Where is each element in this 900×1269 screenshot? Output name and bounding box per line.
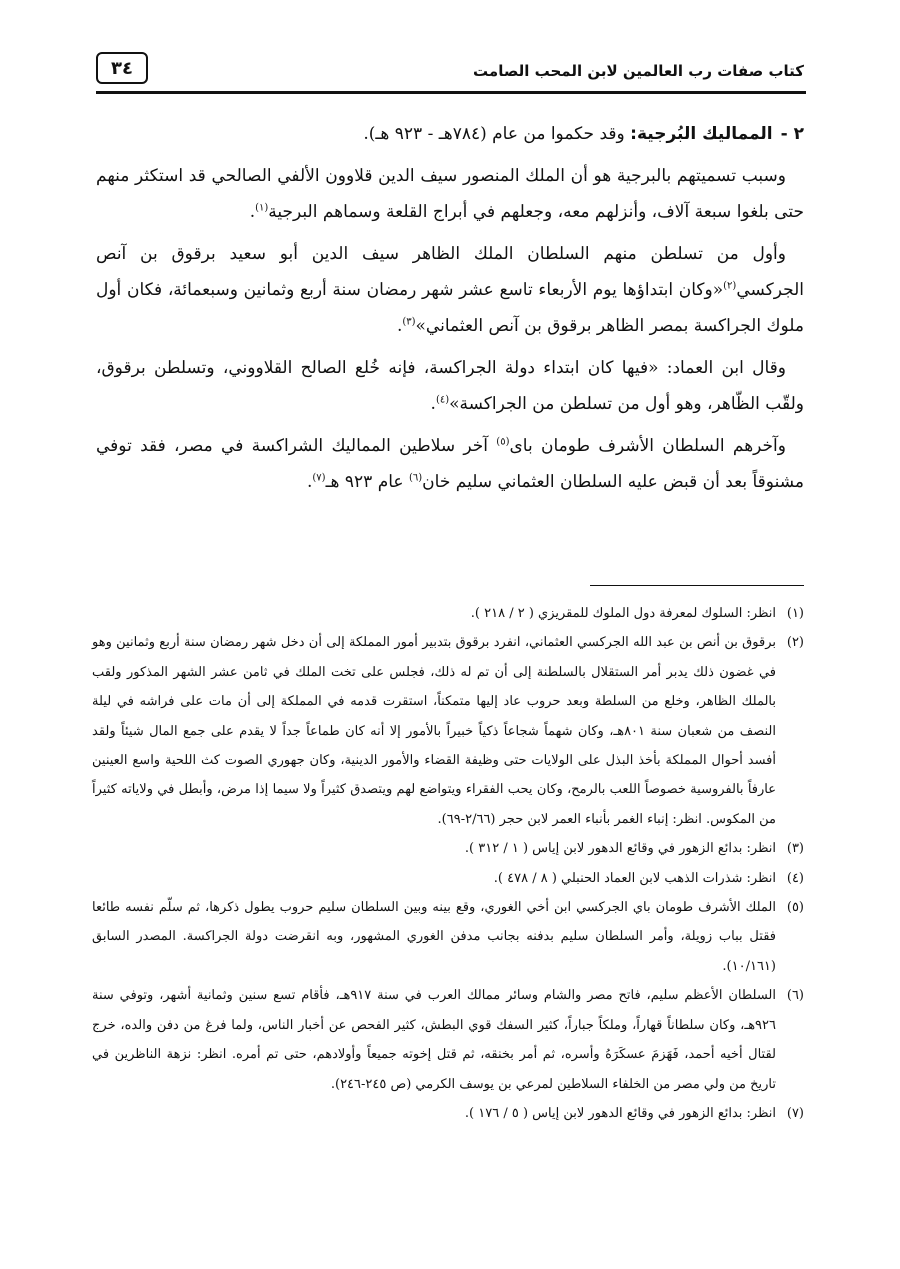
footnote-number: (٦) [786, 988, 804, 1004]
running-title: كتاب صفات رب العالمين لابن المحب الصامت [473, 62, 804, 80]
paragraph [96, 428, 804, 500]
main-text [96, 116, 804, 506]
footnote-separator [590, 585, 804, 586]
footnote-ref[interactable]: (٥) [496, 436, 510, 448]
footnote [92, 981, 804, 1099]
heading-number: ٢ - [780, 124, 804, 144]
paragraph-text: عام ٩٢٣ هـ [325, 472, 409, 492]
footnote-number: (٥) [786, 900, 804, 916]
paragraph-end: . [249, 202, 256, 222]
footnote-ref[interactable]: (١) [255, 202, 269, 214]
paragraph-text: آخر سلاطين المماليك الشراكسة في مصر، فقد توفي مشنوقاً بعد أن قبض عليه السلطان العثماني سليم خان [96, 436, 804, 492]
paragraph-text: وسبب تسميتهم بالبرجية هو أن الملك المنصور سيف الدين قلاوون الألفي الصالحي قد استكثر منهم حتى بلغوا سبعة آلاف، وأنزلهم معه، وجعلهم في أبراج القلعة وسماهم البرجية [96, 166, 804, 222]
page-number: ٣٤ [96, 52, 148, 84]
quotation-text: «وكان ابتداؤها يوم الأربعاء تاسع عشر شهر رمضان سنة أربع وثمانين وسبعمائة، فكان أول ملوك الجراكسة بمصر الظاهر برقوق بن آنص العثماني» [96, 280, 804, 336]
footnote [92, 834, 804, 863]
footnote [92, 893, 804, 981]
footnote-text: انظر: السلوك لمعرفة دول الملوك للمقريزي ( ٢ / ٢١٨ ). [470, 606, 776, 621]
paragraph-text: وآخرهم السلطان الأشرف طومان باى [509, 436, 786, 456]
heading-term: المماليك البُرجية: [630, 124, 773, 144]
footnote-text: انظر: بدائع الزهور في وقائع الدهور لابن إياس ( ٥ / ١٧٦ ). [464, 1105, 776, 1121]
footnote-text: الملك الأشرف طومان باي الجركسي ابن أخي الغوري، وقع بينه وبين السلطان سليم حروب يطول ذكرها، ثم سلّم نفسه طائعا فقتل بباب زويلة، وأمر السلطان سليم بدفنه بجانب مدفن الغوري المشهور، وبه انقرضت دولة الجراكسة. المصدر السابق (١٠/١٦١). [92, 900, 776, 974]
footnote [92, 628, 804, 834]
footnote-text: برقوق بن أنص بن عبد الله الجركسي العثماني، انفرد برقوق بتدبير أمور المملكة إلى أن دخل شهر رمضان سنة أربع وثمانين وهو في غضون ذلك يدبر أمر الستقلال بالسلطنة إلى أن تم له ذلك، فجلس على تخت الملك في ثامن عشر الشهر المذكور ولقب بالملك الظاهر، وخلع من السلطة وبعد حروب عاد إليها متمكناً، استقرت قدمه في المملكة إلى أن مات على فراشه في ليلة النصف من شعبان سنة ٨٠١هـ، وكان شهماً شجاعاً ذكياً خبيراً بالأمور إلا أنه كان طماعاً جداً لا يقدم على جمع المال شيئاً ولقد أفسد أحوال المملكة بأخذ البذل على الولايات حتى وظيفة القضاء والأمور الدينية، وكان جهوري الصوت كث اللحية واسع العينين عارفاً بالفروسية خصوصاً اللعب بالرمح، وكان يحب الفقراء ويتواضع لهم ويتصدق كثيراً ولا سيما إذا مرض، وأبطل في ولاياته كثيراً من المكوس. انظر: إنباء الغمر بأنباء العمر لابن حجر (٢/٦٦-٦٩). [92, 635, 776, 827]
paragraph [96, 158, 804, 230]
footnote-ref[interactable]: (٧) [312, 472, 326, 484]
footnote-ref[interactable]: (٦) [408, 472, 423, 484]
footnote-ref[interactable]: (٣) [402, 316, 416, 328]
footnote [92, 864, 804, 893]
footnote-number: (٣) [786, 841, 804, 857]
footnote-ref[interactable]: (٤) [435, 394, 450, 406]
footnote-number: (٤) [786, 870, 804, 886]
paragraph [96, 350, 804, 422]
footnote [92, 1099, 804, 1128]
paragraph-text: وقال ابن العماد: «فيها كان ابتداء دولة الجراكسة، فإنه خُلع الصالح القلاووني، وتسلطن برقوق، ولقّب الظّاهر، وهو أول من تسلطن من الجراكسة» [96, 358, 804, 414]
paragraph [96, 236, 804, 344]
footnote [92, 599, 804, 628]
footnotes [92, 599, 804, 1128]
footnote-text: انظر: شذرات الذهب لابن العماد الحنبلي ( ٨ / ٤٧٨ ). [493, 870, 776, 886]
footnote-ref[interactable]: (٢) [723, 280, 737, 292]
heading-text: وقد حكموا من عام (٧٨٤هـ - ٩٢٣ هـ). [363, 124, 625, 144]
paragraph-text: وأول من تسلطن منهم السلطان الملك الظاهر سيف الدين أبو سعيد برقوق بن آنص الجركسي [96, 244, 804, 300]
footnote-text: السلطان الأعظم سليم، فاتح مصر والشام وسائر ممالك العرب في سنة ٩١٧هـ، فأقام تسع سنين وثمانية أشهر، وتوفي سنة ٩٢٦هـ، وكان سلطاناً قهاراً، وملكاً جباراً، كثير السفك قوي البطش، كثير الفحص عن أخبار الناس، ولما فرغ من دفن والده، خرج لقتال أخيه أحمد، فَهَزمَ عسكَرَهُ وأسره، ثم أمر بخنقه، ثم قتل إخوته جميعاً وأولادهم، حتى تم أمره. انظر: نزهة الناظرين في تاريخ من ولي مصر من الخلفاء السلاطين لمرعي بن يوسف الكرمي (ص ٢٤٥-٢٤٦). [92, 988, 776, 1092]
footnote-number: (١) [786, 606, 804, 621]
footnote-number: (٢) [786, 635, 804, 651]
footnote-number: (٧) [786, 1105, 804, 1121]
footnote-text: انظر: بدائع الزهور في وقائع الدهور لابن إياس ( ١ / ٣١٢ ). [464, 841, 776, 857]
section-heading [96, 116, 804, 152]
paragraph-end: . [430, 394, 436, 414]
paragraph-end: . [306, 472, 313, 492]
header-rule [96, 91, 806, 94]
paragraph-end: . [396, 316, 403, 336]
